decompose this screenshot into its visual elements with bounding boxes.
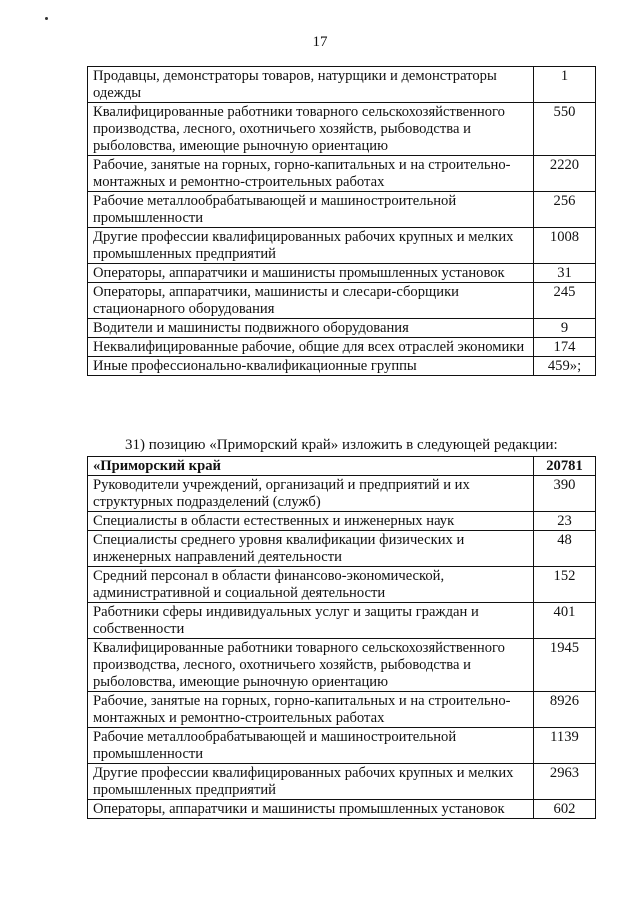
table-row	[88, 357, 596, 376]
row-value: 256	[534, 192, 596, 228]
row-label: Работники сферы индивидуальных услуг и защиты граждан и собственности	[88, 603, 534, 639]
table-row	[88, 67, 596, 103]
table-row	[88, 192, 596, 228]
row-value: 2963	[534, 764, 596, 800]
row-value: 2220	[534, 156, 596, 192]
row-value: 23	[534, 512, 596, 531]
region-total: 20781	[534, 457, 596, 476]
row-value: 401	[534, 603, 596, 639]
table-row	[88, 283, 596, 319]
row-value: 602	[534, 800, 596, 819]
table-row	[88, 338, 596, 357]
table-row	[88, 319, 596, 338]
table-row	[88, 692, 596, 728]
row-label: Руководители учреждений, организаций и предприятий и их структурных подразделений (служб)	[88, 476, 534, 512]
row-label: Операторы, аппаратчики, машинисты и слесари-сборщики стационарного оборудования	[88, 283, 534, 319]
row-label: Средний персонал в области финансово-экономической, административной и социальной деятельности	[88, 567, 534, 603]
region-name: «Приморский край	[88, 457, 534, 476]
table-row	[88, 728, 596, 764]
table-row	[88, 639, 596, 692]
row-value: 1	[534, 67, 596, 103]
row-value: 174	[534, 338, 596, 357]
occupation-table-primorsky	[87, 456, 596, 819]
amendment-instruction: 31) позицию «Приморский край» изложить в следующей редакции:	[125, 437, 558, 453]
table-header-row	[88, 457, 596, 476]
row-label: Специалисты среднего уровня квалификации физических и инженерных направлений деятельности	[88, 531, 534, 567]
table-row	[88, 531, 596, 567]
row-label: Другие профессии квалифицированных рабочих крупных и мелких промышленных предприятий	[88, 228, 534, 264]
table-row	[88, 567, 596, 603]
row-label: Рабочие, занятые на горных, горно-капитальных и на строительно-монтажных и ремонтно-строительных работах	[88, 156, 534, 192]
row-value: 48	[534, 531, 596, 567]
row-value: 1008	[534, 228, 596, 264]
row-label: Специалисты в области естественных и инженерных наук	[88, 512, 534, 531]
row-label: Иные профессионально-квалификационные группы	[88, 357, 534, 376]
table-row	[88, 800, 596, 819]
row-label: Рабочие, занятые на горных, горно-капитальных и на строительно-монтажных и ремонтно-строительных работах	[88, 692, 534, 728]
row-value: 31	[534, 264, 596, 283]
row-label: Операторы, аппаратчики и машинисты промышленных установок	[88, 800, 534, 819]
table-row	[88, 512, 596, 531]
row-label: Квалифицированные работники товарного сельскохозяйственного производства, лесного, охотничьего хозяйств, рыбоводства и рыболовства, имеющие рыночную ориентацию	[88, 639, 534, 692]
row-value: 390	[534, 476, 596, 512]
row-value: 550	[534, 103, 596, 156]
page-number: 17	[312, 34, 328, 50]
table-row	[88, 476, 596, 512]
row-value: 245	[534, 283, 596, 319]
row-value: 8926	[534, 692, 596, 728]
row-value: 1945	[534, 639, 596, 692]
occupation-table-previous-region	[87, 66, 596, 376]
row-label: Квалифицированные работники товарного сельскохозяйственного производства, лесного, охотничьего хозяйств, рыбоводства и рыболовства, имеющие рыночную ориентацию	[88, 103, 534, 156]
row-label: Рабочие металлообрабатывающей и машиностроительной промышленности	[88, 728, 534, 764]
table-row	[88, 103, 596, 156]
row-label: Рабочие металлообрабатывающей и машиностроительной промышленности	[88, 192, 534, 228]
table-row	[88, 156, 596, 192]
row-value: 152	[534, 567, 596, 603]
row-value: 1139	[534, 728, 596, 764]
table-row	[88, 603, 596, 639]
row-label: Водители и машинисты подвижного оборудования	[88, 319, 534, 338]
row-label: Другие профессии квалифицированных рабочих крупных и мелких промышленных предприятий	[88, 764, 534, 800]
row-label: Продавцы, демонстраторы товаров, натурщики и демонстраторы одежды	[88, 67, 534, 103]
scan-speck	[45, 17, 48, 20]
table-row	[88, 264, 596, 283]
row-label: Операторы, аппаратчики и машинисты промышленных установок	[88, 264, 534, 283]
row-value: 9	[534, 319, 596, 338]
row-value: 459»;	[534, 357, 596, 376]
table-row	[88, 764, 596, 800]
table-row	[88, 228, 596, 264]
row-label: Неквалифицированные рабочие, общие для всех отраслей экономики	[88, 338, 534, 357]
